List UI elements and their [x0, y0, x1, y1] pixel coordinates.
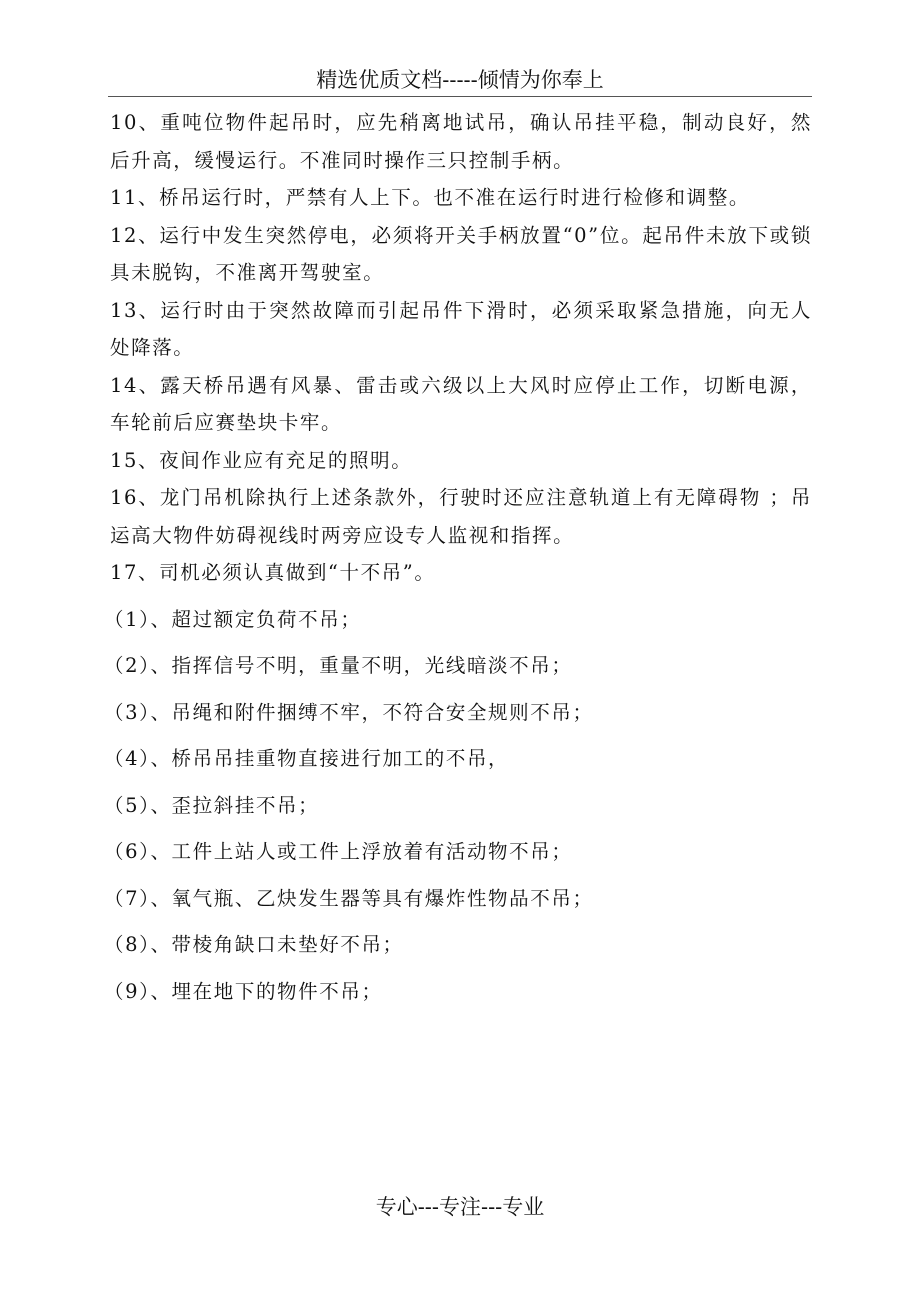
rule-item-7: （7）、氧气瓶、乙炔发生器等具有爆炸性物品不吊； [104, 886, 594, 910]
ten-no-lift-rules-list [104, 601, 812, 1011]
paragraph-11: 11、桥吊运行时，严禁有人上下。也不准在运行时进行检修和调整。 [110, 186, 750, 209]
rule-item-3: （3）、吊绳和附件捆缚不牢，不符合安全规则不吊； [104, 700, 594, 724]
paragraph-16: 16、龙门吊机除执行上述条款外，行驶时还应注意轨道上有无障碍物 ；吊运高大物件妨碍视线时两旁应设专人监视和指挥。 [110, 486, 812, 547]
paragraph-12: 12、运行中发生突然停电，必须将开关手柄放置“0”位。起吊件未放下或锁具未脱钩，不准离开驾驶室。 [110, 223, 812, 284]
paragraph-13: 13、运行时由于突然故障而引起吊件下滑时，必须采取紧急措施，向无人处降落。 [110, 298, 812, 359]
rule-item-4: （4）、桥吊吊挂重物直接进行加工的不吊， [104, 747, 510, 770]
rule-item-6: （6）、工件上站人或工件上浮放着有活动物不吊； [104, 840, 573, 863]
page-header: 精选优质文档-----倾情为你奉上 [108, 66, 812, 97]
paragraph-15: 15、夜间作业应有充足的照明。 [110, 448, 413, 472]
paragraph-10: 10、重吨位物件起吊时，应先稍离地试吊，确认吊挂平稳，制动良好，然后升高，缓慢运行。不准同时操作三只控制手柄。 [110, 111, 812, 172]
rule-item-5: （5）、歪拉斜挂不吊； [104, 793, 320, 817]
rule-item-1: （1）、超过额定负荷不吊； [104, 607, 362, 631]
paragraph-14: 14、露天桥吊遇有风暴、雷击或六级以上大风时应停止工作，切断电源，车轮前后应赛垫块卡牢。 [110, 373, 812, 434]
rule-item-2: （2）、指挥信号不明，重量不明，光线暗淡不吊； [104, 654, 573, 677]
document-body [104, 104, 812, 1010]
rule-item-8: （8）、带棱角缺口未垫好不吊； [104, 933, 404, 956]
paragraph-17: 17、司机必须认真做到“十不吊”。 [110, 561, 436, 584]
rule-item-9: （9）、埋在地下的物件不吊； [104, 979, 383, 1003]
page-footer: 专心---专注---专业 [375, 1195, 545, 1219]
